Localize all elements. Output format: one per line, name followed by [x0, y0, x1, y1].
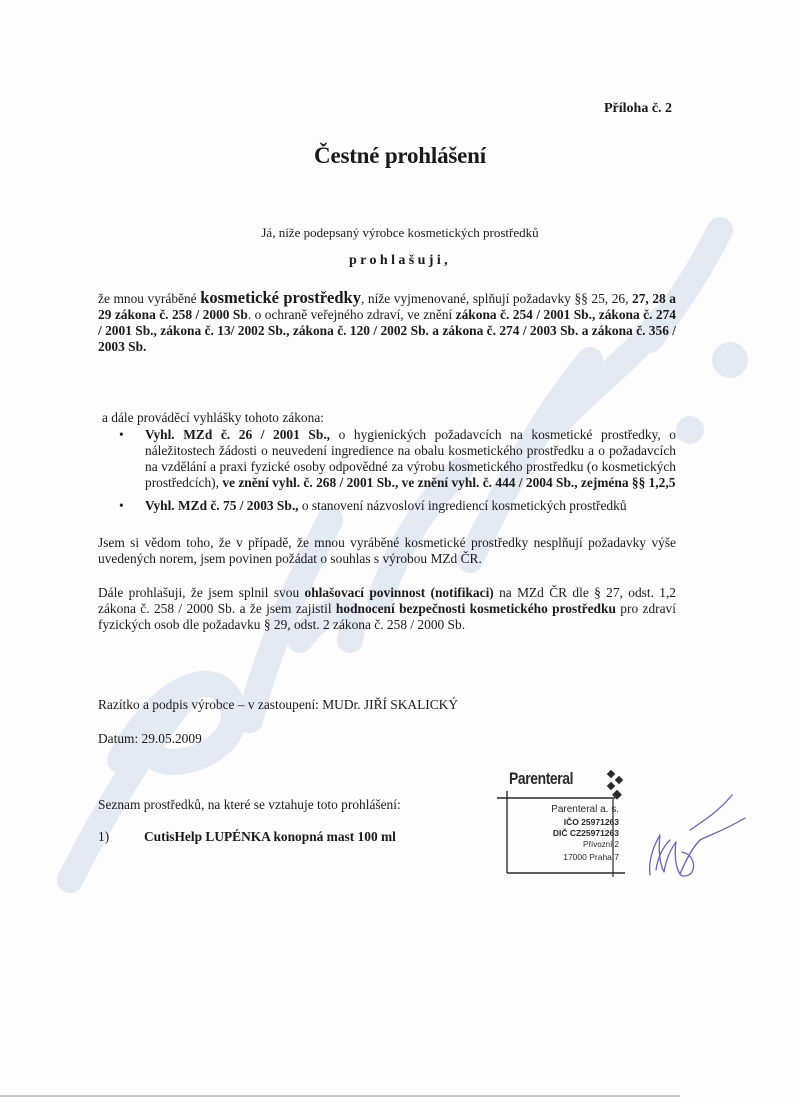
law-reference: zákona č. 254 / 2001 Sb., zákona č. 274 / 2001 Sb., zákona č. 13/ 2002 Sb., zákona č. 120 / 2002 Sb. a zákona č. 274 / 2003 Sb. a zákona č. 356 / 2003 Sb.	[98, 307, 676, 354]
intro-line: Já, níže podepsaný výrobce kosmetických prostředků	[261, 225, 539, 240]
handwritten-signature	[620, 790, 750, 880]
watermark-dot	[712, 342, 748, 378]
stamp-ico: IČO 25971263	[563, 817, 619, 827]
product-number: 1)	[98, 829, 110, 844]
text: pro zdraví fyzických osob dle požadavku § 29, odst. 2 zákona č. 258 / 2000 Sb.	[98, 601, 676, 632]
bullet-icon: •	[119, 427, 124, 442]
list-item	[117, 427, 676, 491]
bullet-icon: •	[119, 498, 124, 513]
date-line: Datum: 29.05.2009	[98, 731, 202, 746]
watermark-dot	[676, 416, 704, 444]
text: . o ochraně veřejného zdraví, ve znění	[247, 307, 456, 322]
paragraph-compliance	[98, 290, 676, 355]
text: o hygienických požadavcích na kosmetické prostředky, o náležitostech žádosti o neuvedení ingredience na obalu kosmetického prostředku a o požadavcích na vzdělání a praxi fyzické osoby odpovědné za výrobu kosmetického prostředku (o kosmetických prostředcích),	[145, 427, 676, 490]
emphasis-text: kosmetické prostředky	[200, 288, 361, 307]
stamp-dic: DIČ CZ25971263	[552, 828, 619, 838]
paragraph-regulations-intro: a dále prováděcí vyhlášky tohoto zákona:	[102, 410, 324, 425]
law-reference: 27, 28 a 29 zákona č. 258 / 2000 Sb	[98, 291, 676, 322]
regulation-reference: Vyhl. MZd č. 26 / 2001 Sb.,	[145, 427, 331, 442]
company-stamp	[497, 769, 627, 879]
product-item	[98, 829, 396, 845]
regulation-reference: Vyhl. MZd č. 75 / 2003 Sb.,	[145, 498, 299, 513]
declaration-word: prohlašuji,	[348, 253, 452, 268]
text: Dále prohlašuji, že jsem splnil svou	[98, 585, 305, 600]
watermark-stroke	[70, 690, 190, 880]
regulation-amendments: ve znění vyhl. č. 268 / 2001 Sb., ve znění vyhl. č. 444 / 2004 Sb., zejména §§ 1,2,5	[222, 475, 676, 490]
text: že mnou vyráběné	[98, 291, 201, 306]
signature-line: Razítko a podpis výrobce – v zastoupení: MUDr. JIŘÍ SKALICKÝ	[98, 697, 459, 712]
stamp-street: Přívozní 2	[582, 840, 619, 849]
product-name: CutisHelp LUPÉNKA konopná mast 100 ml	[144, 829, 396, 844]
paragraph-awareness: Jsem si vědom toho, že v případě, že mnou vyráběné kosmetické prostředky nesplňují požadavky výše uvedených norem, jsem povinen požádat o souhlas s výrobou MZd ČR.	[98, 535, 676, 566]
document-title: Čestné prohlášení	[314, 143, 486, 168]
watermark-stroke	[120, 684, 234, 762]
list-item	[117, 498, 676, 514]
page-scan-edge	[0, 1095, 680, 1097]
stamp-city: 17000 Praha 7	[563, 852, 619, 862]
appendix-label: Příloha č. 2	[604, 101, 673, 116]
emphasis-text: ohlašovací povinnost (notifikaci)	[304, 585, 494, 600]
text: o stanovení názvosloví ingrediencí kosmetických prostředků	[298, 498, 627, 513]
stamp-company: Parenteral a. s.	[551, 804, 619, 815]
text: , níže vyjmenované, splňují požadavky §§ 25, 26,	[360, 291, 633, 306]
stamp-logo-text: Parenteral	[509, 769, 574, 788]
text: na MZd ČR dle § 27, odst. 1,2 zákona č. 258 / 2000 Sb. a že jsem zajistil	[98, 585, 677, 616]
emphasis-text: hodnocení bezpečnosti kosmetického prostředku	[335, 601, 616, 616]
regulations-list	[117, 427, 676, 521]
products-list-intro: Seznam prostředků, na které se vztahuje toto prohlášení:	[98, 797, 401, 812]
paragraph-notification	[98, 585, 676, 633]
